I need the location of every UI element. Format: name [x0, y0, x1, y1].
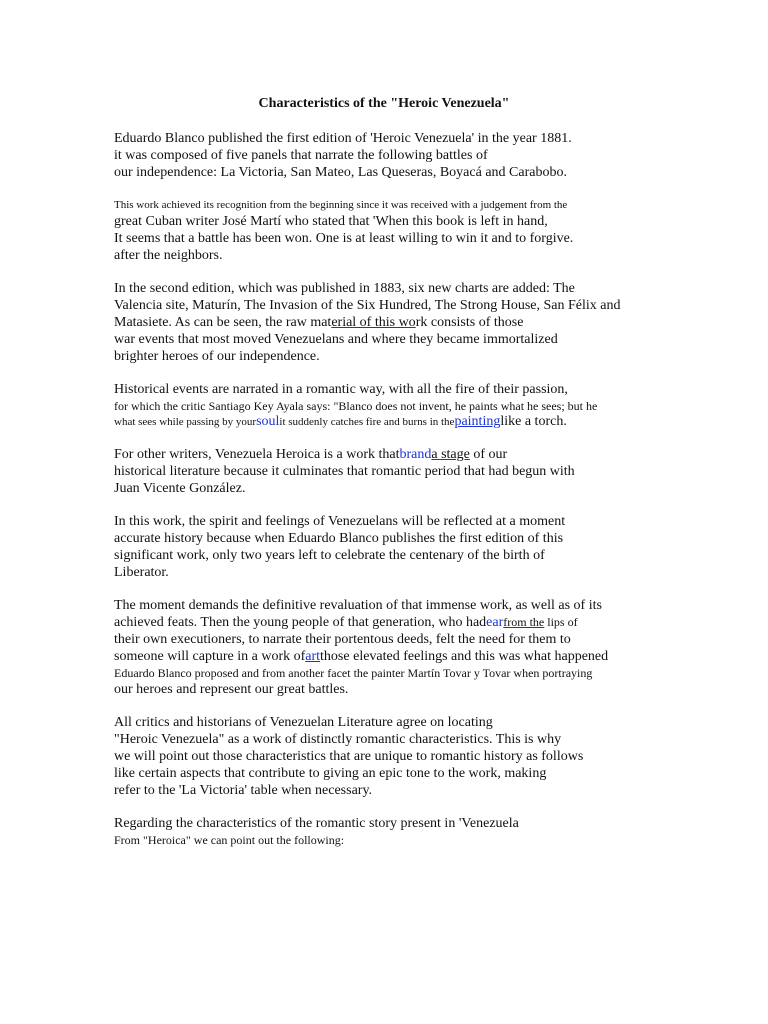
text-line — [114, 446, 734, 463]
text-line: we will point out those characteristics that are unique to romantic history as follows — [114, 749, 584, 764]
text-fragment: what sees while passing by your — [114, 416, 257, 428]
text-line — [114, 414, 734, 430]
text-line: The moment demands the definitive revaluation of that immense work, as well as of its — [114, 598, 602, 613]
text-line: for which the critic Santiago Key Ayala says: "Blanco does not invent, he paints what he sees; but he — [114, 399, 598, 413]
from-the-link[interactable]: from the — [503, 615, 545, 629]
paragraph-second-edition — [114, 280, 734, 365]
text-line: "Heroic Venezuela" as a work of distinctly romantic characteristics. This is why — [114, 732, 562, 747]
text-line: our heroes and represent our great battles. — [114, 682, 349, 697]
text-fragment: someone will capture in a work of — [114, 649, 306, 664]
text-line: Liberator. — [114, 565, 169, 580]
text-line: refer to the 'La Victoria' table when necessary. — [114, 783, 373, 798]
soul-link[interactable]: soul — [256, 414, 280, 429]
text-line: like certain aspects that contribute to giving an epic tone to the work, making — [114, 766, 547, 781]
paragraph-critics — [114, 714, 734, 799]
paragraph-recognition — [114, 197, 734, 264]
underlined-text-link[interactable]: erial of this wo — [331, 315, 416, 330]
paragraph-first-edition — [114, 130, 734, 181]
text-fragment: rk consists of those — [415, 315, 524, 330]
text-fragment: of our — [469, 447, 508, 462]
paragraph-historical-events — [114, 381, 734, 430]
text-line: Eduardo Blanco published the first edition of 'Heroic Venezuela' in the year 1881. — [114, 131, 572, 146]
text-fragment: like a torch. — [500, 414, 567, 429]
text-fragment: lips of — [544, 615, 578, 629]
text-line: Historical events are narrated in a romantic way, with all the fire of their passion, — [114, 382, 568, 397]
text-line: great Cuban writer José Martí who stated that 'When this book is left in hand, — [114, 214, 548, 229]
paragraph-other-writers — [114, 446, 734, 497]
text-line: In the second edition, which was published in 1883, six new charts are added: The — [114, 281, 575, 296]
text-fragment: it suddenly catches fire and burns in the — [279, 416, 455, 428]
text-line: it was composed of five panels that narrate the following battles of — [114, 148, 488, 163]
text-line — [114, 314, 734, 331]
stage-link[interactable]: a stage — [431, 447, 470, 462]
text-line: significant work, only two years left to celebrate the centenary of the birth of — [114, 548, 545, 563]
text-line: Regarding the characteristics of the romantic story present in 'Venezuela — [114, 816, 519, 831]
text-line: Juan Vicente González. — [114, 481, 246, 496]
text-line: It seems that a battle has been won. One is at least willing to win it and to forgive. — [114, 231, 574, 246]
brand-link[interactable]: brand — [399, 447, 432, 462]
document-title: Characteristics of the "Heroic Venezuela" — [258, 96, 510, 111]
text-line: From "Heroica" we can point out the following: — [114, 833, 345, 847]
text-line — [114, 648, 734, 665]
text-line: In this work, the spirit and feelings of Venezuelans will be reflected at a moment — [114, 514, 566, 529]
paragraph-spirit — [114, 513, 734, 581]
text-line: historical literature because it culminates that romantic period that had begun with — [114, 464, 575, 479]
text-line: Valencia site, Maturín, The Invasion of the Six Hundred, The Strong House, San Félix and — [114, 298, 621, 313]
document-body — [114, 130, 734, 864]
text-line: Eduardo Blanco proposed and from another facet the painter Martín Tovar y Tovar when portraying — [114, 666, 593, 680]
paragraph-moment — [114, 597, 734, 698]
text-line: accurate history because when Eduardo Blanco publishes the first edition of this — [114, 531, 564, 546]
text-line: our independence: La Victoria, San Mateo, Las Queseras, Boyacá and Carabobo. — [114, 165, 567, 180]
text-line: war events that most moved Venezuelans and where they became immortalized — [114, 332, 558, 347]
text-line: brighter heroes of our independence. — [114, 349, 320, 364]
paragraph-characteristics — [114, 815, 734, 848]
text-line: after the neighbors. — [114, 248, 223, 263]
text-line: their own executioners, to narrate their portentous deeds, felt the need for them to — [114, 632, 571, 647]
text-line: This work achieved its recognition from the beginning since it was received with a judgement from the — [114, 199, 568, 211]
text-fragment: achieved feats. Then the young people of that generation, who had — [114, 615, 487, 630]
art-link[interactable]: art — [305, 649, 321, 664]
ear-link[interactable]: ear — [486, 615, 504, 630]
text-line: All critics and historians of Venezuelan Literature agree on locating — [114, 715, 493, 730]
text-fragment: For other writers, Venezuela Heroica is a work that — [114, 447, 400, 462]
text-fragment: Matasiete. As can be seen, the raw mat — [114, 315, 332, 330]
text-fragment: those elevated feelings and this was what happened — [320, 649, 609, 664]
text-line — [114, 614, 734, 631]
painting-link[interactable]: painting — [454, 414, 501, 429]
